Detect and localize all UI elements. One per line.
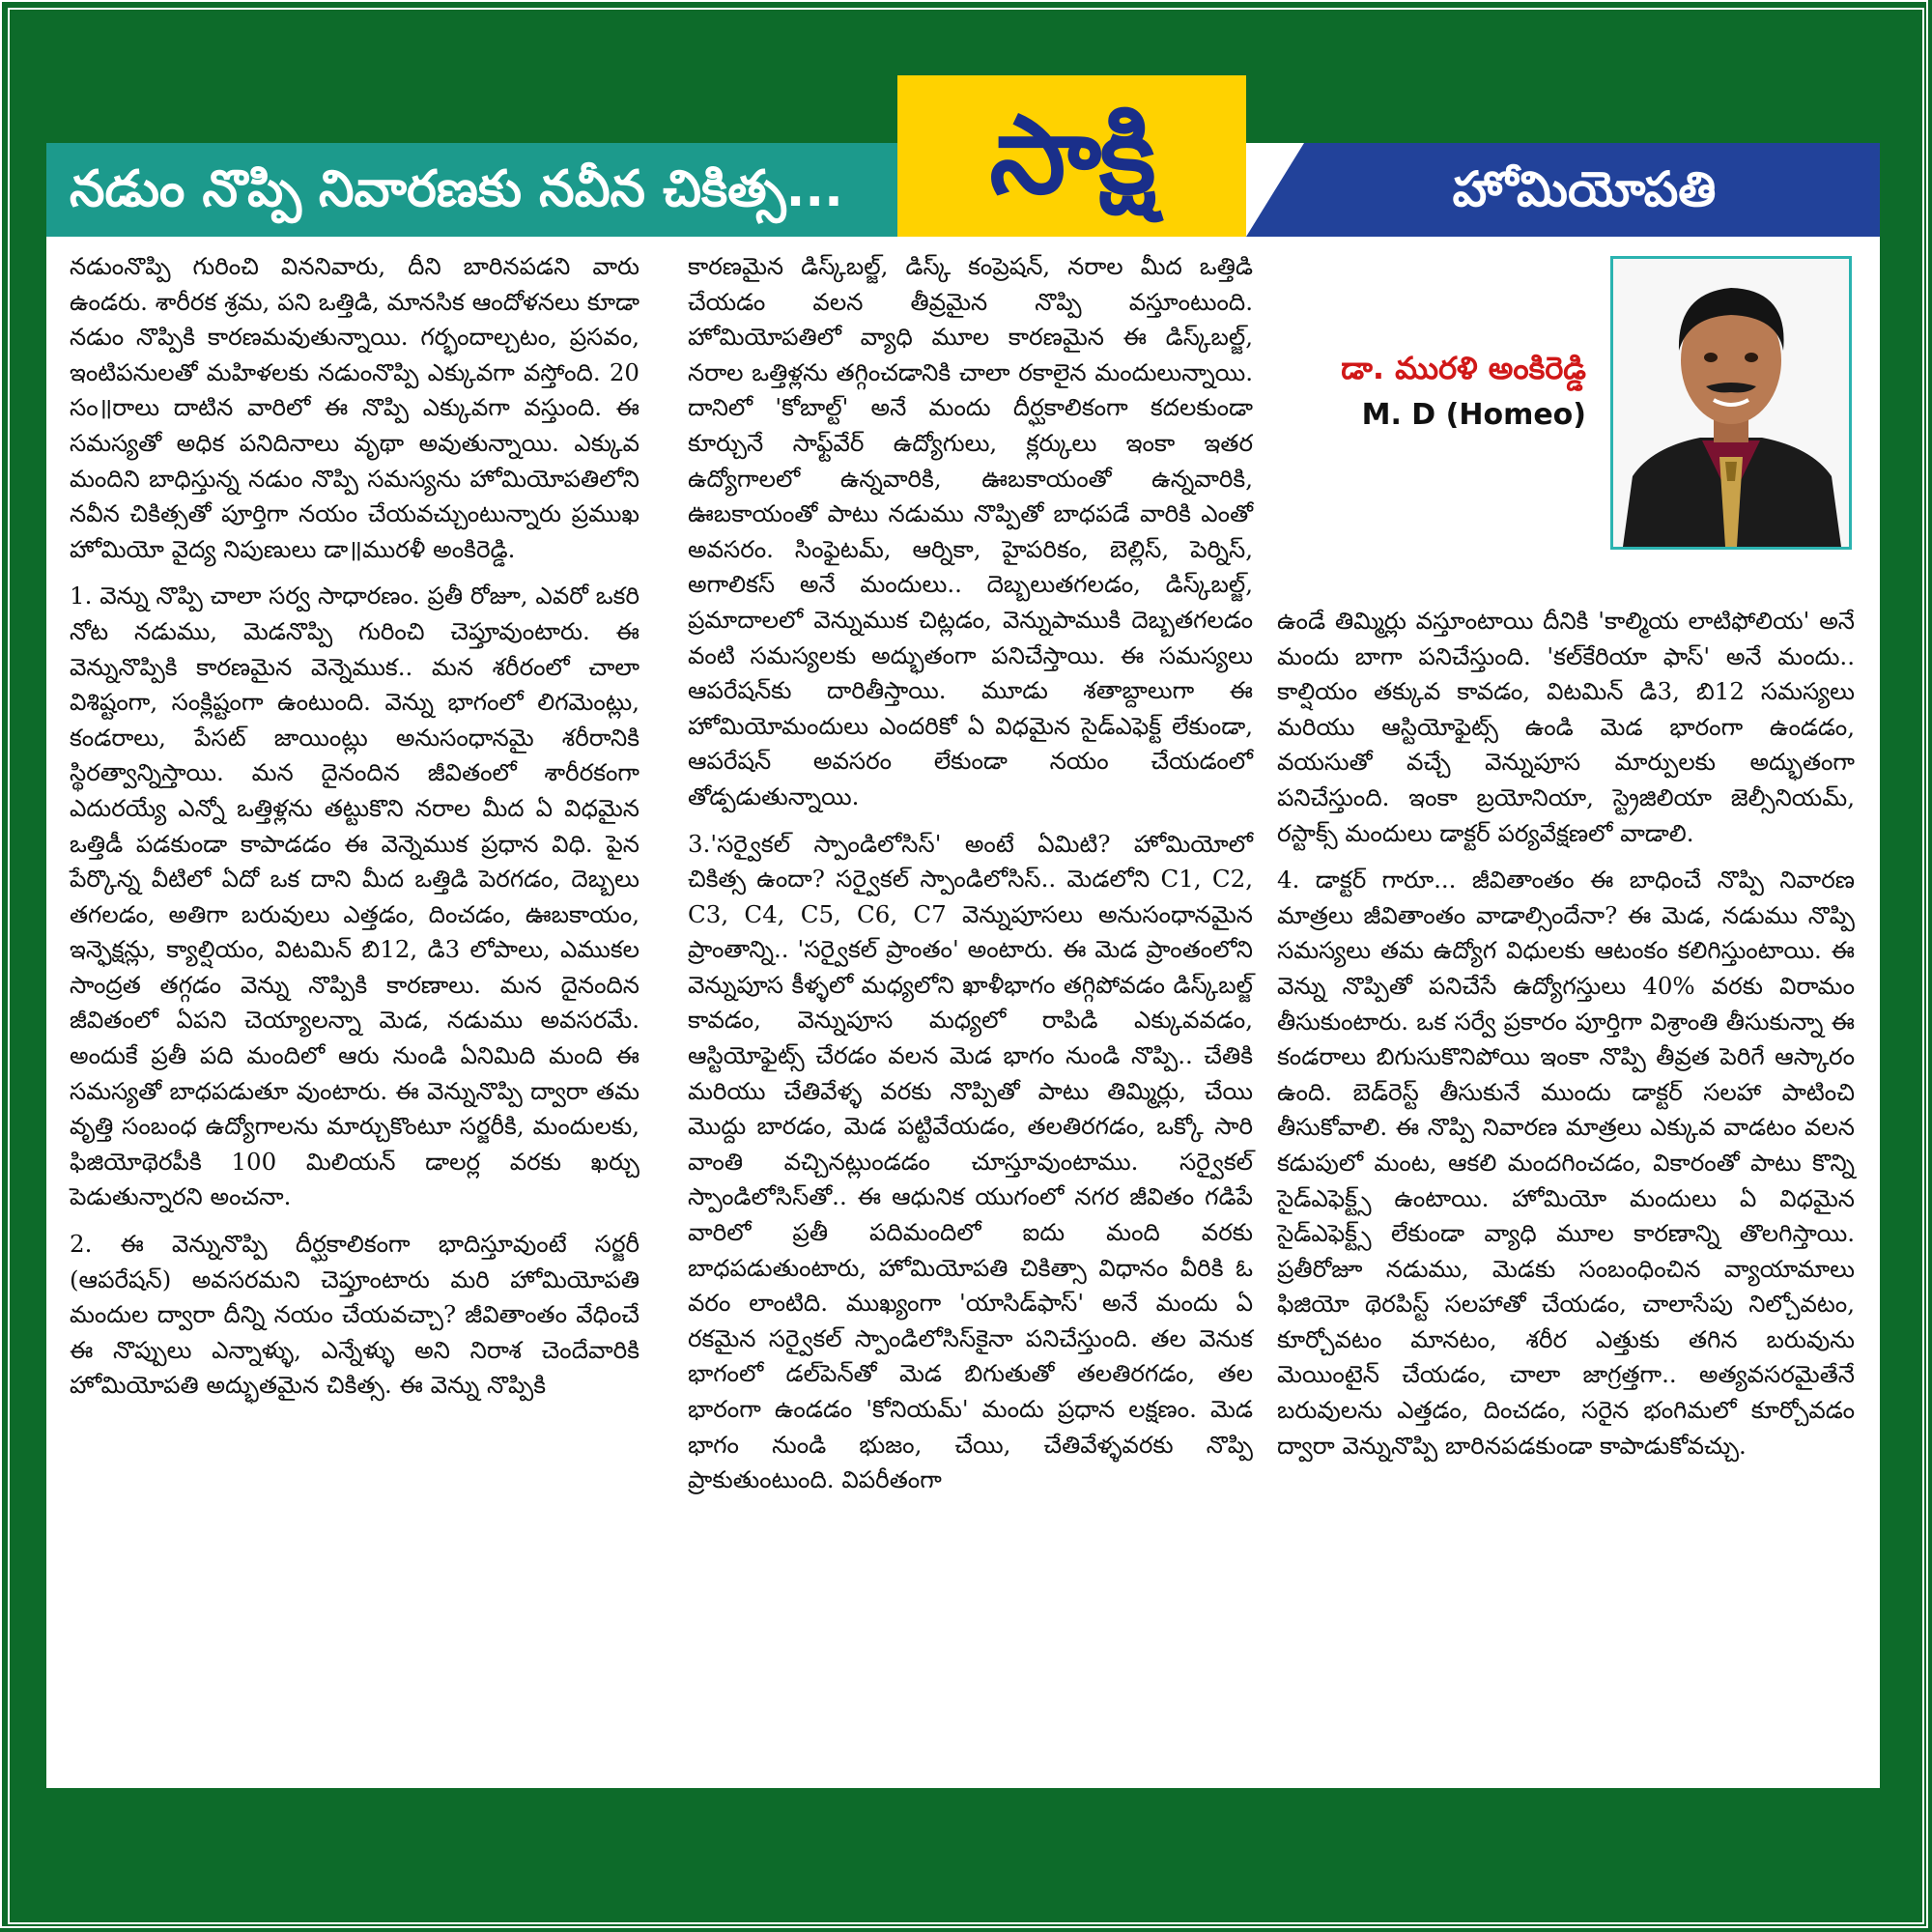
paragraph: 4. డాక్టర్ గారూ... జీవితాంతం ఈ బాధించే నొప్పి నివారణ మాత్రలు జీవితాంతం వాడాల్సిందేనా? ఈ మెడ, నడుము నొప్పి సమస్యలు తమ ఉద్యోగ విధులకు ఆటంకం కలిగిస్తుంటాయి. ఈ వెన్ను నొప్పితో పనిచేసే ఉద్యోగస్తులు 40% వరకు విరామం తీసుకుంటారు. ఒక సర్వే ప్రకారం పూర్తిగా విశ్రాంతి తీసుకున్నా ఈ కండరాలు బిగుసుకొనిపోయి ఇంకా నొప్పి తీవ్రత పెరిగే ఆస్కారం ఉంది. బెడ్‌రెస్ట్ తీసుకునే ముందు డాక్టర్ సలహా పాటించి తీసుకోవాలి. ఈ నొప్పి నివారణ మాత్రలు ఎక్కువ వాడటం వలన కడుపులో మంట, ఆకలి మందగించడం, వికారంతో పాటు కొన్ని సైడ్ఎఫెక్ట్స్ ఉంటాయి. హోమియో మందులు ఏ విధమైన సైడ్ఎఫెక్ట్స్ లేకుండా వ్యాధి మూల కారణాన్ని తొలగిస్తాయి. ప్రతీరోజూ నడుము, మెడకు సంబంధించిన వ్యాయామాలు ఫిజియో థెరపిస్ట్ సలహాతో చేయడం, చాలాసేపు నిల్చోవటం, కూర్చోవటం మానటం, శరీర ఎత్తుకు తగిన బరువును మెయింటైన్ చేయడం, చాలా జాగ్రత్తగా.. అత్యవసరమైతేనే బరువులను ఎత్తడం, దించడం, సరైన భంగిమలో కూర్చోవడం ద్వారా వెన్నునొప్పి బారినపడకుండా కాపాడుకోవచ్చు. [1277,866,1855,1460]
headline: నడుం నొప్పి నివారణకు నవీన చికిత్స... [70,160,843,218]
author-degree: M. D (Homeo) [1361,398,1586,432]
paragraph: 3.'సర్వైకల్ స్పాండిలోసిస్' అంటే ఏమిటి? హోమియోలో చికిత్స ఉందా? సర్వైకల్ స్పాండిలోసిస్.. మెడలోని C1, C2, C3, C4, C5, C6, C7 వెన్నుపూసలు అనుసంధానమైన ప్రాంతాన్ని.. 'సర్వైకల్ ప్రాంతం' అంటారు. ఈ మెడ ప్రాంతంలోని వెన్నుపూస కీళ్ళలో మధ్యలోని ఖాళీభాగం తగ్గిపోవడం డిస్క్‌బల్జ్ కావడం, వెన్నుపూస మధ్యలో రాపిడి ఎక్కువవడం, ఆస్టియోఫైట్స్ చేరడం వలన మెడ భాగం నుండి నొప్పి.. చేతికి మరియు చేతివేళ్ళ వరకు నొప్పితో పాటు తిమ్మిర్లు, చేయి మొద్దు బారడం, మెడ పట్టివేయడం, తలతిరగడం, ఒక్కో సారి వాంతి వచ్చినట్లుండడం చూస్తూవుంటాము. సర్వైకల్ స్పాండిలోసిస్‌తో.. ఈ ఆధునిక యుగంలో నగర జీవితం గడిపే వారిలో ప్రతీ పదిమందిలో ఐదు మంది వరకు బాధపడుతుంటారు, హోమియోపతి చికిత్సా విధానం వీరికి ఓ వరం లాంటిది. ముఖ్యంగా 'యాసిడ్‌ఫాస్' అనే మందు ఏ రకమైన సర్వైకల్ స్పాండిలోసిస్‌కైనా పనిచేస్తుంది. తల వెనుక భాగంలో డల్‌పెన్‌తో మెడ బిగుతుతో తలతిరగడం, తల భారంగా ఉండడం 'కోనియమ్' మందు ప్రధాన లక్షణం. మెడ భాగం నుండి భుజం, చేయి, చేతివేళ్ళవరకు నొప్పి ప్రాకుతుంటుంది. విపరీతంగా [688,829,1253,1494]
paragraph: ఉండే తిమ్మిర్లు వస్తూంటాయి దీనికి 'కాల్మియ లాటిఫోలియ' అనే మందు బాగా పనిచేస్తుంది. 'కల్‌కేరియా ఫాస్' అనే మందు.. కాల్షియం తక్కువ కావడం, విటమిన్ డి3, బి12 సమస్యలు మరియు ఆస్టియోఫైట్స్ ఉండి మెడ భారంగా ఉండడం, వయసుతో వచ్చే వెన్నుపూస మార్పులకు అద్భుతంగా పనిచేస్తుంది. ఇంకా బ్రయోనియా, స్ట్రెజిలియా జెల్సీనియమ్, రస్టాక్స్ మందులు డాక్టర్ పర్యవేక్షణలో వాడాలి. [1277,607,1855,847]
article-column-2 [688,249,1253,1510]
author-portrait-icon [1613,259,1849,547]
article-column-3 [1277,604,1855,1475]
author-name: డా. మురళి అంకిరెడ్డి [1341,350,1586,386]
author-portrait-photo [1610,256,1852,550]
category-label: హోమియోపతి [1452,161,1717,217]
paragraph: కారణమైన డిస్క్‌బల్జ్, డిస్క్ కంప్రెషన్, నరాల మీద ఒత్తిడి చేయడం వలన తీవ్రమైన నొప్పి వస్తూంటుంది. హోమియోపతిలో వ్యాధి మూల కారణమైన ఈ డిస్క్‌బల్జ్, నరాల ఒత్తిళ్లను తగ్గించడానికి చాలా రకాలైన మందులున్నాయి. దానిలో 'కోబాల్ట్' అనే మందు దీర్ఘకాలికంగా కదలకుండా కూర్చునే సాఫ్ట్‌వేర్ ఉద్యోగులు, క్లర్కులు ఇంకా ఇతర ఉద్యోగాలలో ఉన్నవారికి, ఊబకాయంతో ఉన్నవారికి, ఊబకాయంతో పాటు నడుము నొప్పితో బాధపడే వారికి ఎంతో అవసరం. సింఫైటమ్, ఆర్నికా, హైపరికం, బెల్లిస్, పెర్నిస్, అగాలికస్ అనే మందులు.. దెబ్బలుతగలడం, డిస్క్‌బల్జ్, ప్రమాదాలలో వెన్నుముక చిట్లడం, వెన్నుపాముకి దెబ్బతగలడం వంటి సమస్యలకు అద్భుతంగా పనిచేస్తాయి. ఈ సమస్యలు ఆపరేషన్‌కు దారితీస్తాయి. మూడు శతాబ్దాలుగా ఈ హోమియోమందులు ఎందరికో ఏ విధమైన సైడ్ఎఫెక్ట్ లేకుండా, ఆపరేషన్ అవసరం లేకుండా నయం చేయడంలో తోడ్పడుతున్నాయి. [688,252,1253,810]
sakshi-logo: సాక్షి [989,93,1154,218]
paragraph: 2. ఈ వెన్నునొప్పి దీర్ఘకాలికంగా భాదిస్తూవుంటే సర్జరీ (ఆపరేషన్) అవసరమని చెప్తూంటారు మరి హోమియోపతి మందుల ద్వారా దీన్ని నయం చేయవచ్చా? జీవితాంతం వేధించే ఈ నొప్పులు ఎన్నాళ్ళు, ఎన్నేళ్ళు అని నిరాశ చెందేవారికి హోమియోపతి అద్భుతమైన చికిత్స. ఈ వెన్ను నొప్పికి [70,1230,639,1400]
paragraph: నడుంనొప్పి గురించి విననివారు, దీని బారినపడని వారు ఉండరు. శారీరక శ్రమ, పని ఒత్తిడి, మానసిక ఆందోళనలు కూడా నడుం నొప్పికి కారణమవుతున్నాయి. గర్భందాల్చటం, ప్రసవం, ఇంటిపనులతో మహిళలకు నడుంనొప్పి ఎక్కువగా వస్తోంది. 20 సం॥రాలు దాటిన వారిలో ఈ నొప్పి ఎక్కువగా వస్తుంది. ఈ సమస్యతో అధిక పనిదినాలు వృథా అవుతున్నాయి. ఎక్కువ మందిని బాధిస్తున్న నడుం నొప్పి సమస్యను హోమియోపతిలోని నవీన చికిత్సతో పూర్తిగా నయం చేయవచ్చుంటున్నారు ప్రముఖ హోమియో వైద్య నిపుణులు డా॥మురళీ అంకిరెడ్డి. [70,252,639,563]
paragraph: 1. వెన్ను నొప్పి చాలా సర్వ సాధారణం. ప్రతీ రోజూ, ఎవరో ఒకరి నోట నడుము, మెడనొప్పి గురించి చెప్తూవుంటారు. ఈ వెన్నునొప్పికి కారణమైన వెన్నెముక.. మన శరీరంలో చాలా విశిష్టంగా, సంక్లిష్టంగా ఉంటుంది. వెన్ను భాగంలో లిగమెంట్లు, కండరాలు, పేసట్ జాయింట్లు అనుసంధానమై శరీరానికి స్థిరత్వాన్నిస్తాయి. మన దైనందిన జీవితంలో శారీరకంగా ఎదురయ్యే ఎన్నో ఒత్తిళ్లను తట్టుకొని నరాల మీద ఏ విధమైన ఒత్తిడీ పడకుండా కాపాడడం ఈ వెన్నెముక ప్రధాన విధి. పైన పేర్కొన్న వీటిలో ఏదో ఒక దాని మీద ఒత్తిడి పెరగడం, దెబ్బలు తగలడం, అతిగా బరువులు ఎత్తడం, దించడం, ఊబకాయం, ఇన్ఫెక్షన్లు, క్యాల్షియం, విటమిన్ బి12, డి3 లోపాలు, ఎముకల సాంద్రత తగ్గడం వెన్ను నొప్పికి కారణాలు. మన దైనందిన జీవితంలో ఏపని చెయ్యాలన్నా మెడ, నడుము అవసరమే. అందుకే ప్రతీ పది మందిలో ఆరు నుండి ఏనిమిది మంది ఈ సమస్యతో బాధపడుతూ వుంటారు. ఈ వెన్నునొప్పి ద్వారా తమ వృత్తి సంబంధ ఉద్యోగాలను మార్చుకొంటూ సర్జరీకి, మందులకు, ఫిజియోథెరపీకి 100 మిలియన్ డాలర్ల వరకు ఖర్చు పెడుతున్నారని అంచనా. [70,582,639,1211]
article-column-1 [70,249,639,1415]
